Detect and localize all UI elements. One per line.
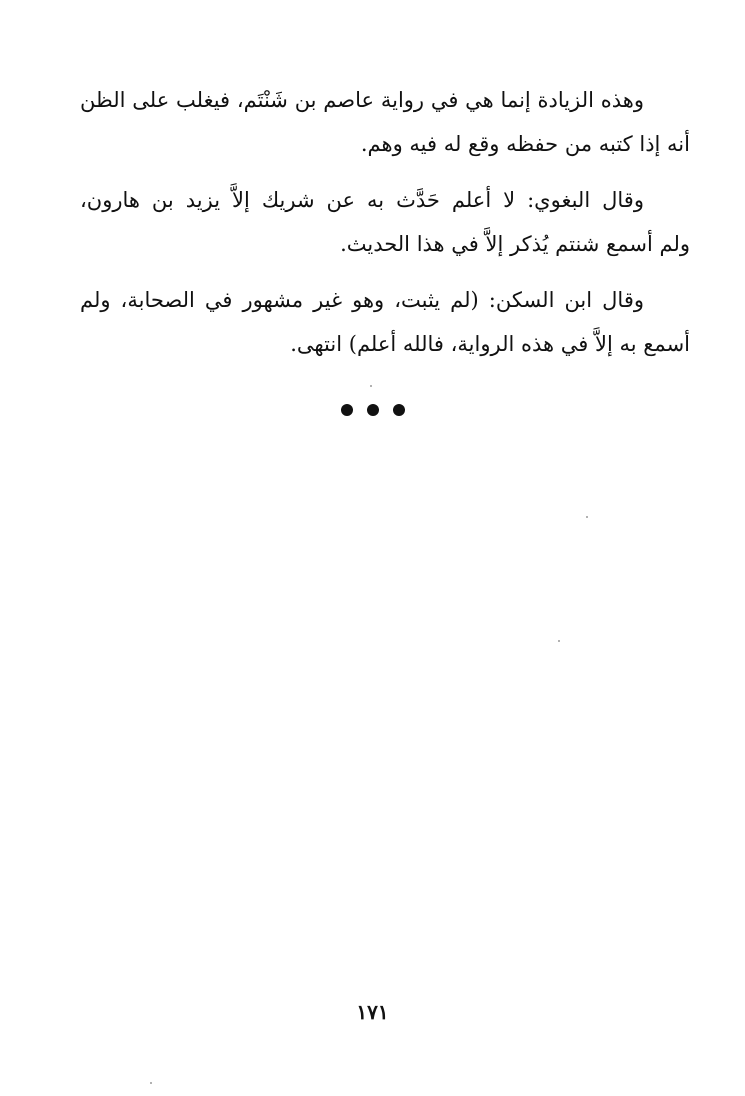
paragraph-line: وهذه الزيادة إنما هي في رواية عاصم بن شَنْتَم، فيغلب على الظن bbox=[80, 88, 644, 112]
paragraph-line: ولم أسمع شنتم يُذكر إلاَّ في هذا الحديث. bbox=[340, 232, 690, 256]
paragraph-2 bbox=[80, 178, 690, 266]
section-divider-ornament bbox=[0, 404, 745, 416]
paragraph-line: أسمع به إلاَّ في هذه الرواية، فالله أعلم) انتهى. bbox=[290, 332, 690, 356]
body-text bbox=[80, 78, 690, 378]
divider-dot-icon bbox=[341, 404, 353, 416]
paragraph-1 bbox=[80, 78, 690, 166]
paragraph-line: وقال ابن السكن: (لم يثبت، وهو غير مشهور في الصحابة، ولم bbox=[80, 288, 644, 312]
divider-dot-icon bbox=[367, 404, 379, 416]
paragraph-line: أنه إذا كتبه من حفظه وقع له فيه وهم. bbox=[360, 132, 690, 156]
scan-speck bbox=[150, 1082, 152, 1084]
paragraph-line: وقال البغوي: لا أعلم حَدَّث به عن شريك إلاَّ يزيد بن هارون، bbox=[80, 188, 644, 212]
divider-dot-icon bbox=[393, 404, 405, 416]
scan-speck bbox=[586, 516, 588, 518]
scan-speck bbox=[370, 385, 372, 387]
scan-speck bbox=[558, 640, 560, 642]
paragraph-3 bbox=[80, 278, 690, 366]
page-number: ١٧١ bbox=[356, 1000, 389, 1024]
